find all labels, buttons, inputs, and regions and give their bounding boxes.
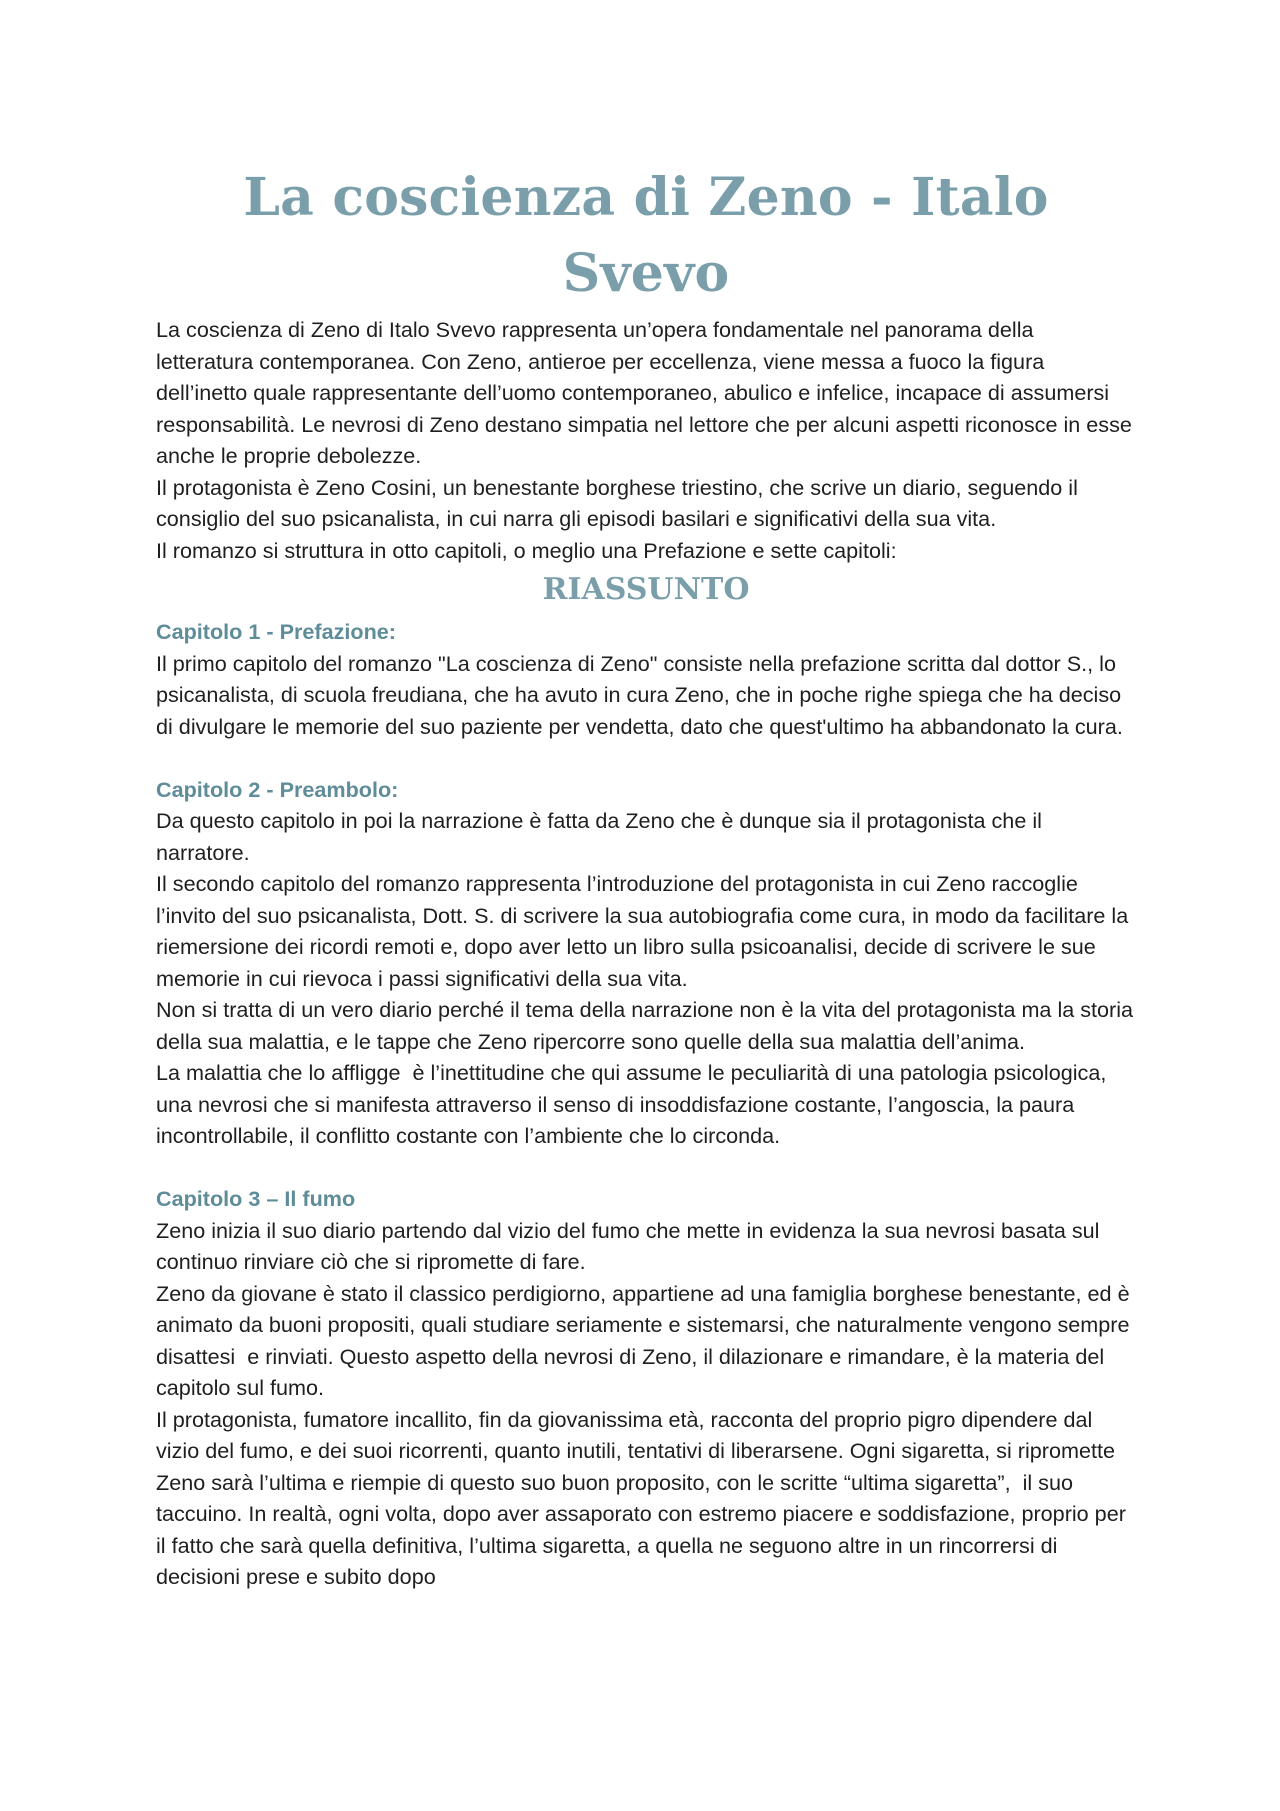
chapter-paragraph: La malattia che lo affligge è l’inettitudine che qui assume le peculiarità di una patologia psicologica, una nevrosi che si manifesta attraverso il senso di insoddisfazione costante, l’angoscia, la paura incontrollabile, il conflitto costante con l’ambiente che lo circonda. [156, 1060, 1113, 1148]
chapter-paragraph: Il protagonista, fumatore incallito, fin da giovanissima età, racconta del proprio pigro dipendere dal vizio del fumo, e dei suoi ricorrenti, quanto inutili, tentativi di liberarsene. Ogni sigaretta, si ripromette Zeno sarà l’ultima e riempie di questo suo buon proposito, con le scritte “ultima sigaretta”, il suo taccuino. In realtà, ogni volta, dopo aver assaporato con estremo piacere e soddisfazione, proprio per il fatto che sarà quella definitiva, l’ultima sigaretta, a quella ne seguono altre in un rincorrersi di decisioni prese e subito dopo [156, 1406, 1132, 1589]
chapter-section [156, 1183, 1136, 1593]
document-title: La coscienza di Zeno - Italo Svevo [243, 167, 1049, 304]
paragraph-gap [156, 1152, 1136, 1184]
chapter-paragraph: Zeno da giovane è stato il classico perdigiorno, appartiene ad una famiglia borghese benestante, ed è animato da buoni propositi, quali studiare seriamente e sistemarsi, che naturalmente vengono sempre disattesi e rinviati. Questo aspetto della nevrosi di Zeno, il dilazionare e rimandare, è la materia del capitolo sul fumo. [156, 1280, 1136, 1400]
intro-paragraph: Il romanzo si struttura in otto capitoli, o meglio una Prefazione e sette capitoli: [156, 537, 897, 563]
chapter-heading: Capitolo 1 - Prefazione: [156, 619, 396, 644]
paragraph-gap [156, 742, 1136, 774]
chapter-paragraph: Il secondo capitolo del romanzo rappresenta l’introduzione del protagonista in cui Zeno raccoglie l’invito del suo psicanalista, Dott. S. di scrivere la sua autobiografia come cura, in modo da facilitare la riemersione dei ricordi remoti e, dopo aver letto un libro sulla psicoanalisi, decide di scrivere le sue memorie in cui rievoca i passi significativi della sua vita. [156, 871, 1135, 991]
chapter-section [156, 616, 1136, 742]
chapter-heading: Capitolo 2 - Preambolo: [156, 776, 399, 802]
intro-paragraph: Il protagonista è Zeno Cosini, un benestante borghese triestino, che scrive un diario, seguendo il consiglio del suo psicanalista, in cui narra gli episodi basilari e significativi della sua vita. [156, 474, 1090, 531]
chapter-heading: Capitolo 3 – Il fumo [156, 1186, 356, 1211]
chapter-paragraph: Da questo capitolo in poi la narrazione è fatta da Zeno che è dunque sia il protagonista che il narratore. [156, 808, 1048, 865]
chapter-paragraph: Zeno inizia il suo diario partendo dal vizio del fumo che mette in evidenza la sua nevrosi basata sul continuo rinviare ciò che si ripromette di fare. [156, 1217, 1106, 1274]
chapter-paragraph: Il primo capitolo del romanzo "La coscienza di Zeno" consiste nella prefazione scritta dal dottor S., lo psicanalista, di scuola freudiana, che ha avuto in cura Zeno, che in poche righe spiega che ha deciso di divulgare le memorie del suo paziente per vendetta, dato che quest'ultimo ha abbandonato la cura. [156, 650, 1128, 739]
intro-paragraph: La coscienza di Zeno di Italo Svevo rappresenta un’opera fondamentale nel panorama della letteratura contemporanea. Con Zeno, antieroe per eccellenza, viene messa a fuoco la figura dell’inetto quale rappresentante dell’uomo contemporaneo, abulico e infelice, incapace di assumersi responsabilità. Le nevrosi di Zeno destano simpatia nel lettore che per alcuni aspetti riconosce in esse anche le proprie debolezze. [156, 317, 1138, 468]
chapter-section [156, 774, 1140, 1152]
section-heading: RIASSUNTO [542, 572, 750, 607]
document-body [156, 160, 1140, 1593]
chapter-paragraph: Non si tratta di un vero diario perché il tema della narrazione non è la vita del protagonista ma la storia della sua malattia, e le tappe che Zeno ripercorre sono quelle della sua malattia dell’anima. [156, 997, 1140, 1054]
